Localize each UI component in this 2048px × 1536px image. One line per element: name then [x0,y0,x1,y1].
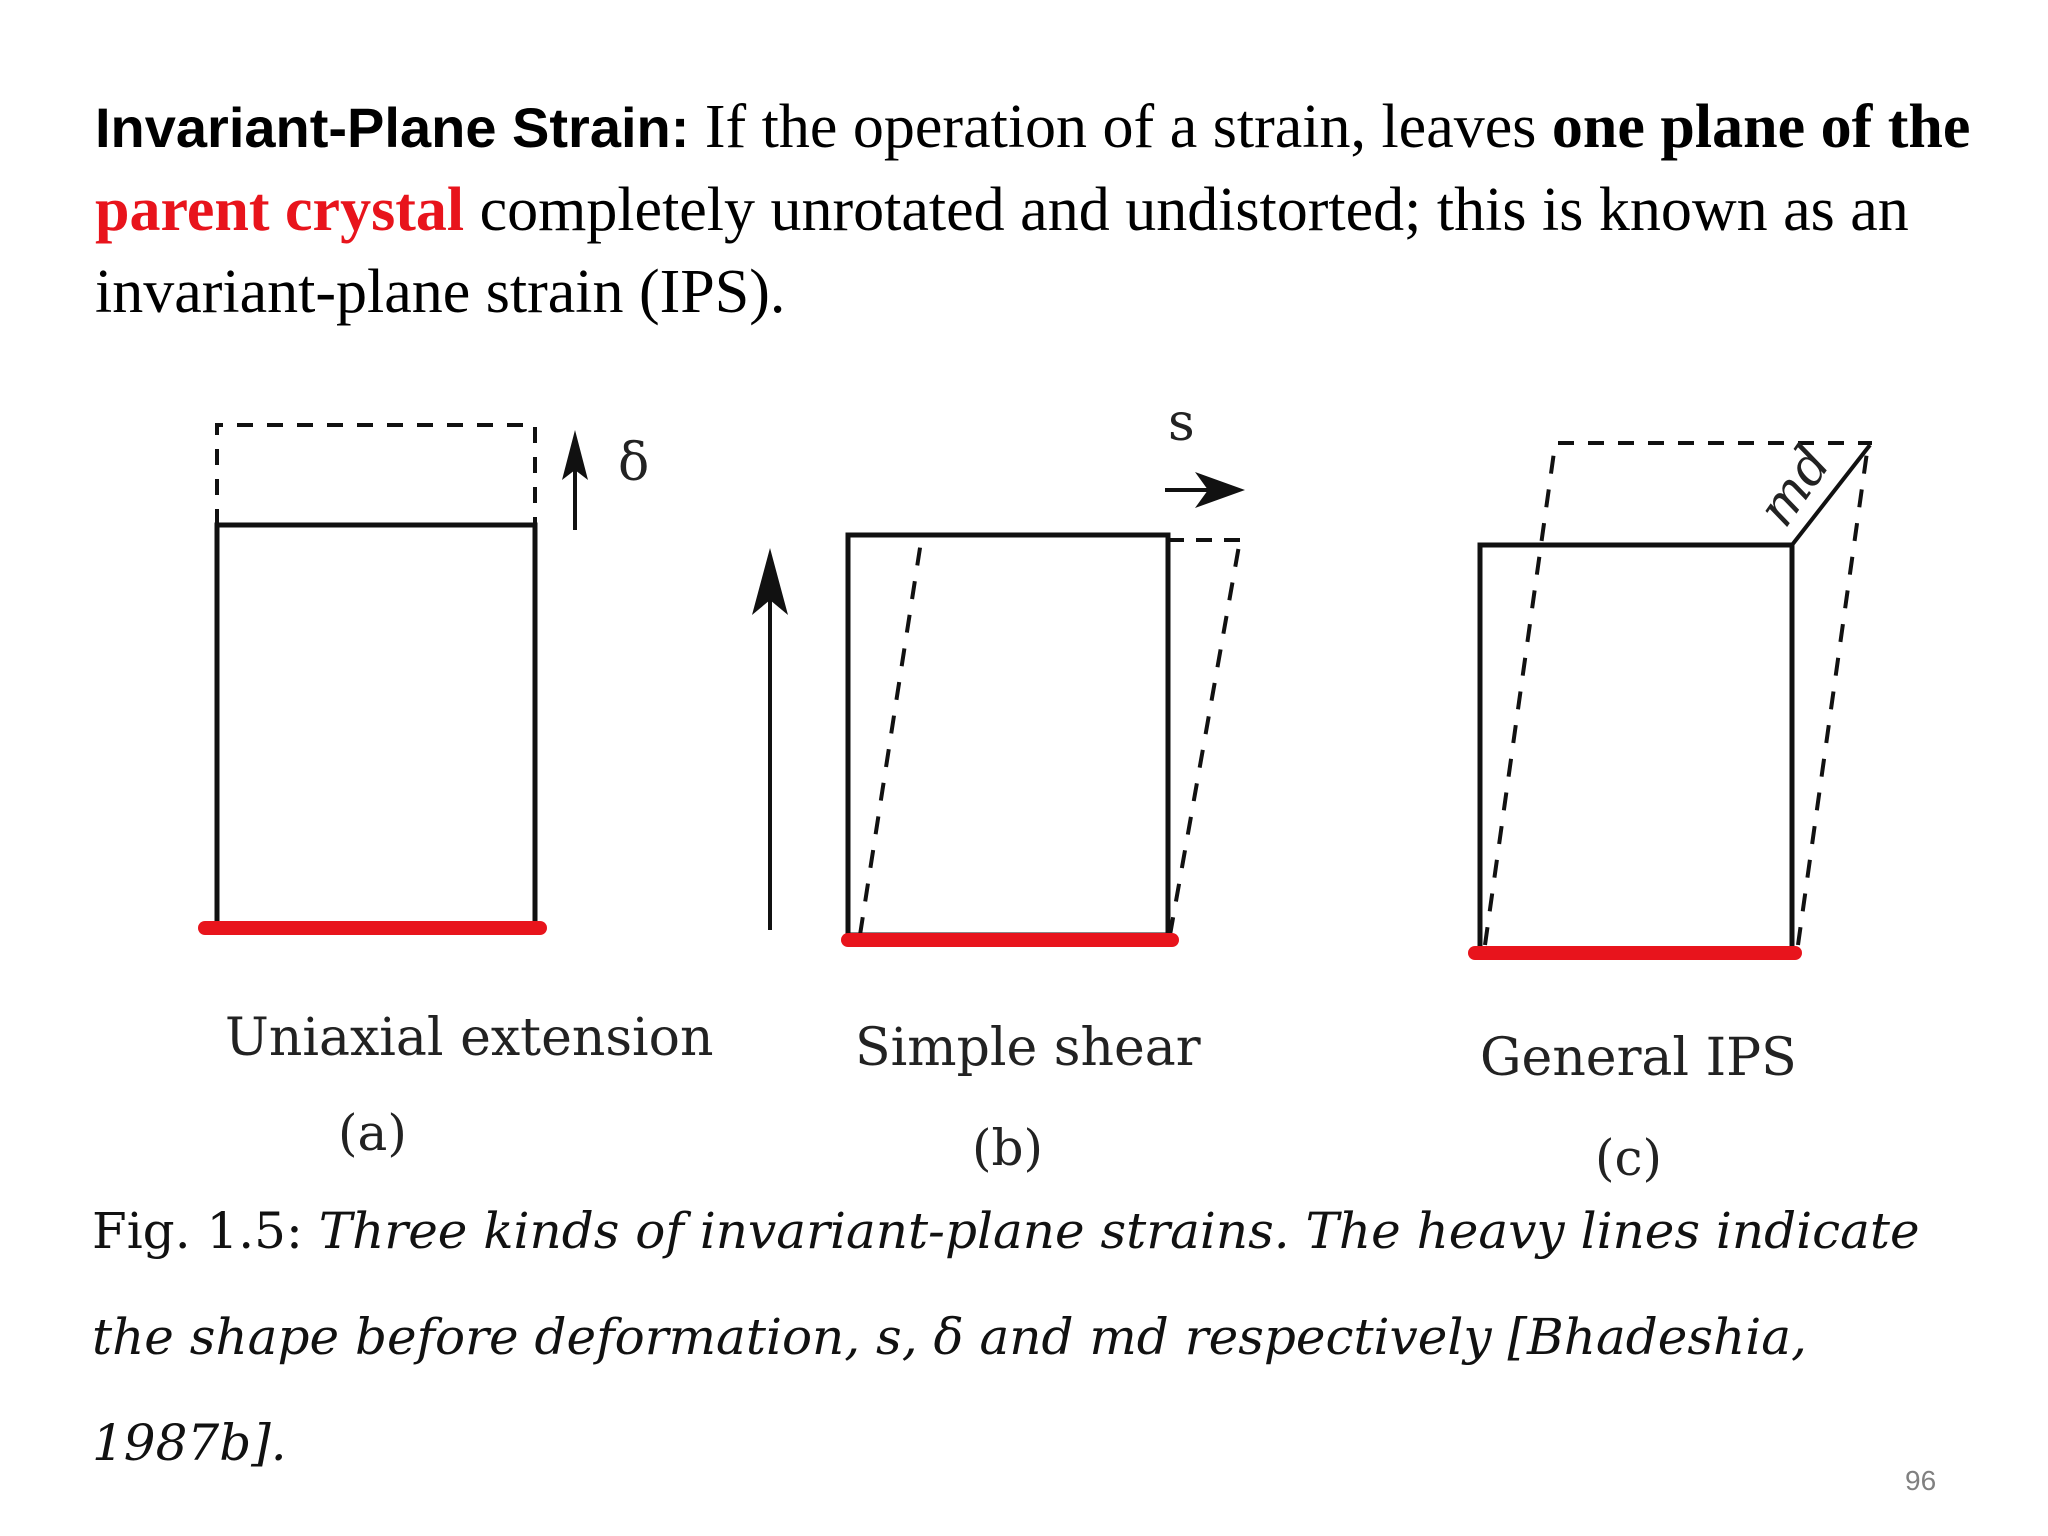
caption-text: Three kinds of invariant-plane strains. The heavy lines indicate the shape before deformation, s, δ and md respectively [Bhadeshia, 1987b]. [92,1202,1920,1472]
panel-c-label: General IPS [1480,1028,1797,1088]
panel-a-label: Uniaxial extension [225,1008,714,1068]
panel-b-label: Simple shear [855,1018,1201,1078]
heading-lead: Invariant-Plane Strain: [95,96,690,159]
panel-b-symbol: s [1168,393,1195,453]
panel-b-dashed-left [860,535,922,935]
panel-c-sub: (c) [1595,1129,1663,1187]
heading-red-phrase: parent crystal [95,176,465,244]
panel-a-dashed-outline [217,425,535,525]
panel-c-dashed-right [1798,445,1868,945]
heading-bold-phrase: one plane of the [1551,93,1971,161]
heading-text-2: completely unrotated and undistorted; this is known as an invariant-plane strain (IPS). [95,176,1909,326]
panel-c [1475,435,1872,1187]
page-number: 96 [1905,1465,1937,1496]
panel-b-box [848,535,1168,935]
panel-b-sub: (b) [972,1119,1044,1177]
panel-a-sub: (a) [338,1104,407,1162]
panel-b-dashed-right [1170,540,1240,935]
caption-prefix: Fig. 1.5: [92,1202,319,1260]
panel-c-symbol: md [1746,435,1844,538]
heading-text-1: If the operation of a strain, leaves [689,93,1552,161]
figure-caption [92,1178,2012,1496]
panel-c-dashed-left [1485,445,1555,945]
panel-a-box [217,525,535,925]
panel-b [752,393,1245,1177]
panel-a [205,425,713,1162]
panel-a-symbol: δ [618,433,650,493]
panel-c-box [1480,545,1792,950]
